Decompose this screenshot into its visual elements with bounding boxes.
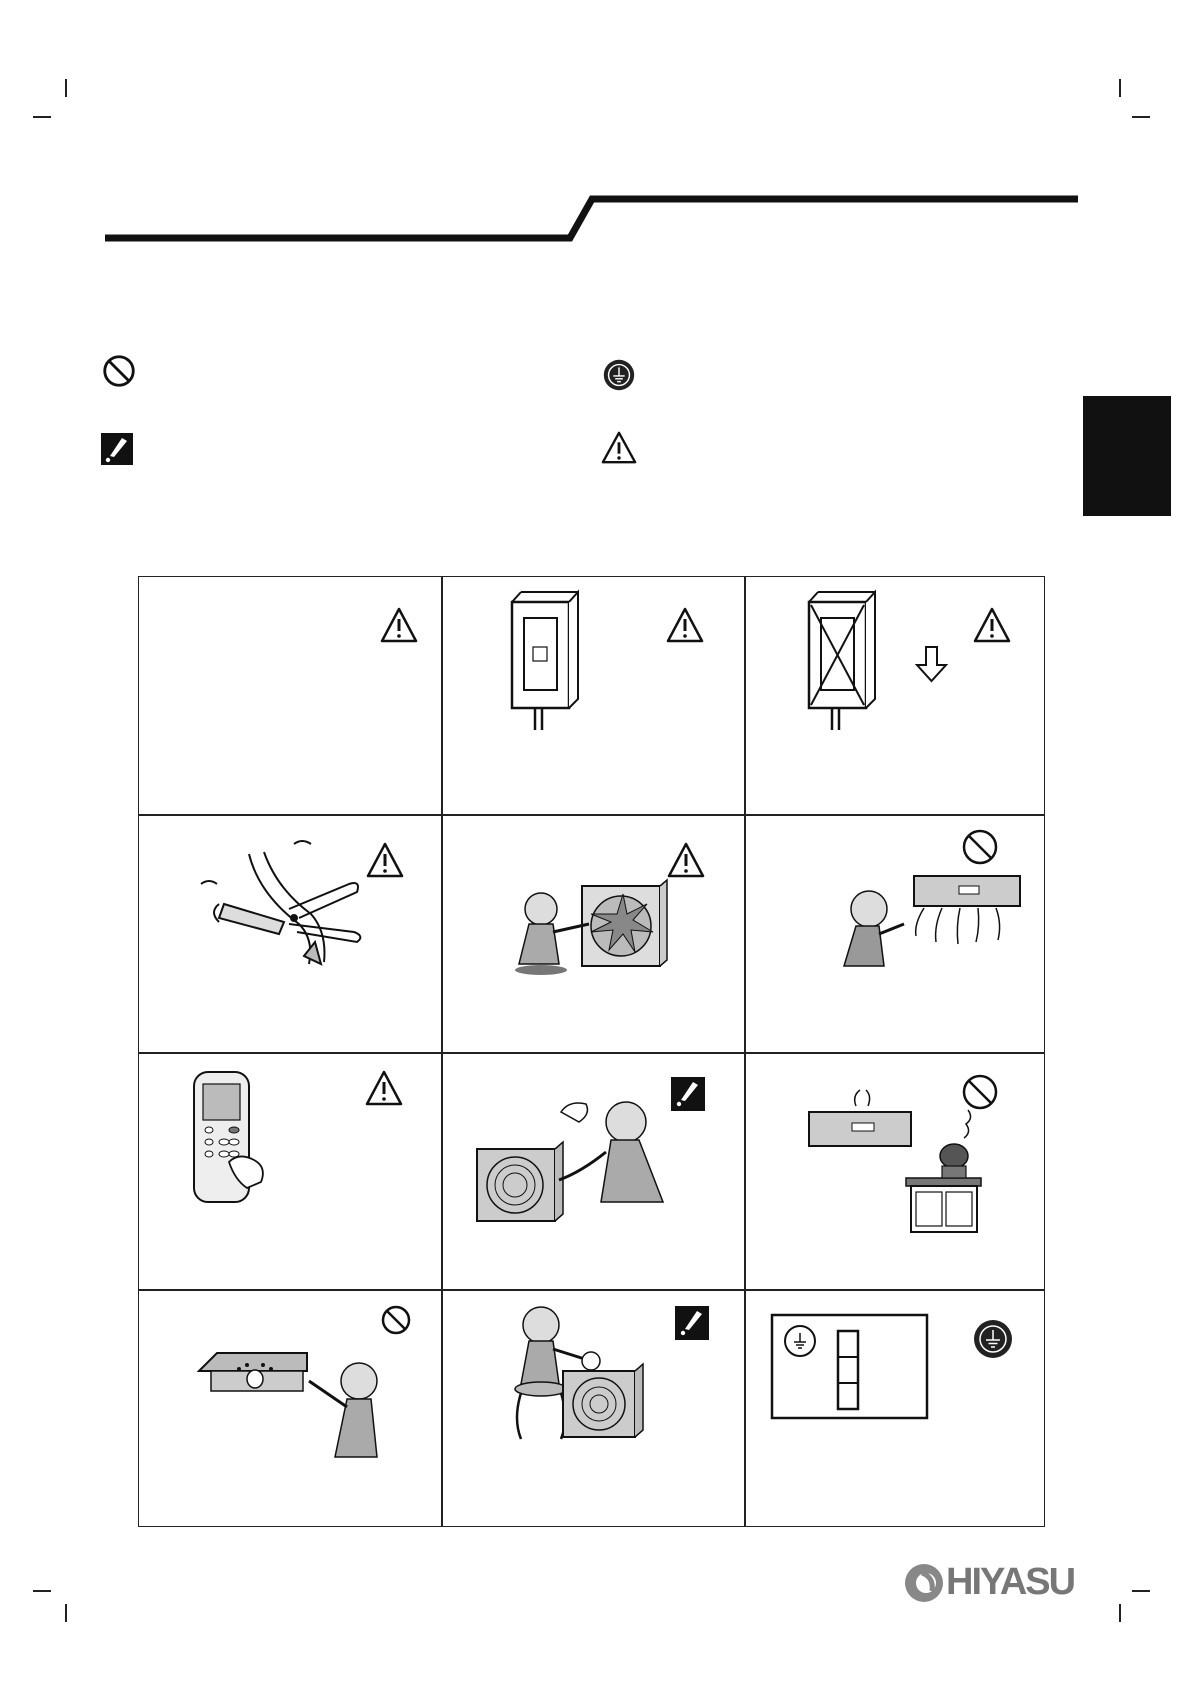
grid-cell-3	[744, 577, 1044, 814]
crossed-breaker-illustration	[809, 592, 875, 730]
grid-cell-5	[441, 814, 744, 1052]
outdoor-unit-illustration	[563, 1364, 643, 1437]
grid-cell-10	[139, 1289, 441, 1526]
grid-cell-4	[139, 814, 441, 1052]
crop-mark	[33, 1590, 51, 1592]
grid-cell-2	[441, 577, 744, 814]
crop-mark	[1119, 79, 1121, 97]
grid-cell-1	[139, 577, 441, 814]
prohibited-icon	[383, 1307, 409, 1333]
remote-control-illustration	[194, 1072, 263, 1202]
section-tab	[1083, 396, 1171, 516]
grid-cell-9	[744, 1052, 1044, 1289]
safety-grid	[138, 576, 1045, 1527]
mandatory-icon	[675, 1306, 709, 1340]
outdoor-unit-illustration	[477, 1142, 563, 1221]
grid-cell-8	[441, 1052, 744, 1289]
crop-mark	[65, 1604, 67, 1622]
ground-icon	[600, 356, 638, 394]
warning-icon	[600, 430, 638, 466]
ground-icon	[974, 1320, 1012, 1358]
crop-mark	[1132, 116, 1150, 118]
warning-icon	[382, 609, 416, 641]
warning-icon	[368, 844, 402, 876]
prohibited-icon	[964, 1076, 996, 1108]
warning-icon	[669, 844, 703, 876]
child-touching-fan-illustration	[515, 880, 667, 975]
crop-mark	[1132, 1590, 1150, 1592]
crop-mark	[1119, 1604, 1121, 1622]
grid-cell-11	[441, 1289, 744, 1526]
brand-logo	[902, 1558, 1075, 1608]
grid-cell-6	[744, 814, 1044, 1052]
logo-text: HIYASU	[946, 1561, 1075, 1603]
person-illustration	[309, 1363, 377, 1457]
person-illustration	[844, 891, 904, 966]
indoor-unit-illustration	[914, 876, 1020, 944]
logo-mark-icon	[902, 1561, 946, 1605]
prohibited-icon	[100, 352, 138, 390]
indoor-unit-illustration	[809, 1090, 911, 1146]
crop-mark	[33, 116, 51, 118]
crop-mark	[65, 79, 67, 97]
down-arrow-icon	[917, 647, 946, 681]
warning-icon	[668, 609, 702, 641]
warning-icon	[975, 609, 1009, 641]
indoor-unit-illustration	[199, 1353, 307, 1391]
cutting-power-cord-illustration	[201, 841, 360, 964]
grid-cell-7	[139, 1052, 441, 1289]
stove-illustration	[906, 1110, 981, 1232]
mandatory-icon	[100, 432, 134, 466]
mandatory-icon	[671, 1077, 705, 1111]
circuit-breaker-illustration	[512, 592, 578, 730]
prohibited-icon	[964, 831, 996, 863]
grid-cell-12	[744, 1289, 1044, 1526]
person-illustration	[559, 1102, 663, 1202]
grounding-panel-illustration	[772, 1315, 927, 1418]
warning-icon	[367, 1072, 401, 1104]
header-rule	[100, 190, 1084, 246]
